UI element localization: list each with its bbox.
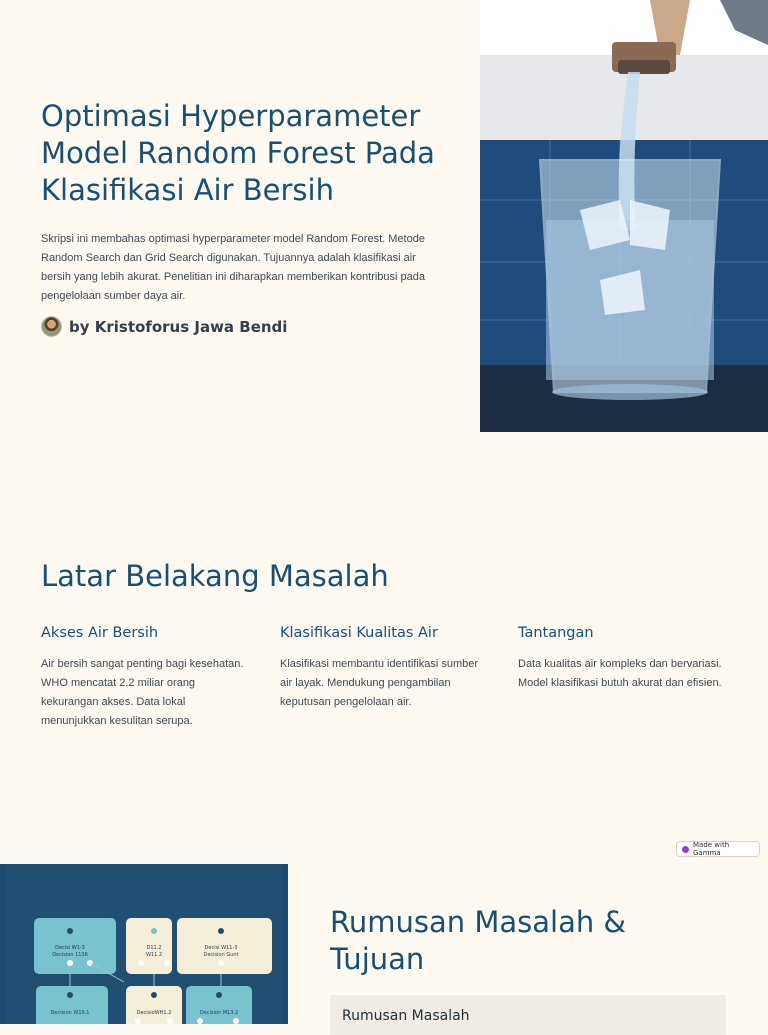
diagram-node-label: Decision M13.2	[199, 1010, 239, 1016]
problem-formulation-box	[330, 995, 726, 1035]
diagram-node-label: Decision W19.1	[50, 1010, 90, 1016]
diagram-dot	[135, 1018, 141, 1024]
card-text: Klasifikasi membantu identifikasi sumber air layak. Mendukung pengambilan keputusan pengelolaan air.	[280, 658, 479, 708]
diagram-node-label: Decisi W11-3	[204, 945, 238, 951]
card-heading: Tantangan	[518, 625, 594, 641]
section-title-problem: Rumusan Masalah & Tujuan	[330, 905, 627, 976]
diagram-node-label: Decision 1136	[52, 952, 88, 958]
diagram-dot	[67, 960, 73, 966]
water-glass-illustration	[480, 0, 768, 432]
card-classification	[280, 624, 490, 712]
author-name: by Kristoforus Jawa Bendi	[69, 317, 288, 336]
diagram-dot	[233, 1018, 239, 1024]
avatar	[41, 316, 62, 337]
diagram-node-label: D11.2	[146, 945, 162, 951]
water-glass-photo	[480, 0, 768, 432]
diagram-node-label: W11.2	[145, 952, 163, 958]
diagram-dot	[138, 960, 144, 966]
diagram-dot	[197, 1018, 203, 1024]
diagram-node-label: Decisi W1-3	[55, 945, 85, 951]
diagram-dot	[164, 960, 170, 966]
diagram-node-label: DecisioWH1.2	[136, 1010, 172, 1016]
card-text: Air bersih sangat penting bagi kesehatan. WHO mencatat 2.2 miliar orang kekurangan akses. Data lokal menunjukkan kesulitan serupa.	[41, 658, 244, 727]
decision-tree-illustration	[0, 864, 288, 1024]
decision-tree-diagram	[0, 864, 288, 1024]
gamma-logo-icon	[682, 846, 689, 853]
made-with-gamma-badge[interactable]	[676, 841, 760, 857]
page-title: Optimasi Hyperparameter Model Random Forest Pada Klasifikasi Air Bersih	[41, 99, 435, 207]
section-title-background: Latar Belakang Masalah	[41, 559, 389, 593]
diagram-dot	[167, 1018, 173, 1024]
diagram-dot	[218, 960, 224, 966]
card-heading: Klasifikasi Kualitas Air	[280, 625, 438, 641]
author-line	[41, 316, 287, 337]
card-heading: Akses Air Bersih	[41, 625, 159, 641]
card-challenge	[518, 624, 728, 693]
card-access	[41, 624, 251, 731]
badge-label: Made with Gamma	[693, 841, 730, 857]
hero-description: Skripsi ini membahas optimasi hyperparameter model Random Forest. Metode Random Search dan Grid Search digunakan. Tujuannya adalah klasifikasi air bersih yang lebih akurat. Penelitian ini diharapkan memberikan kontribusi pada pengelolaan sumber daya air.	[41, 233, 426, 302]
card-text: Data kualitas air kompleks dan bervariasi. Model klasifikasi butuh akurat dan efisien.	[518, 658, 722, 689]
diagram-node-label: Decision Gunt	[203, 952, 239, 958]
box-heading: Rumusan Masalah	[342, 1008, 470, 1024]
